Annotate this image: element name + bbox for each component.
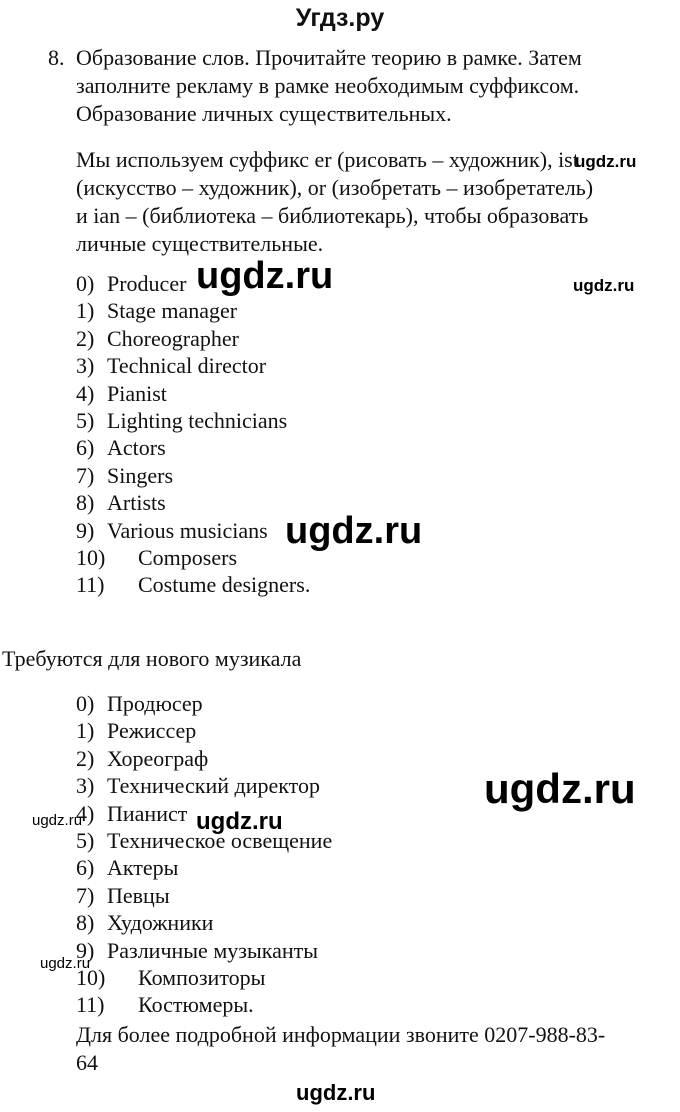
list-item-text: Актеры (107, 855, 179, 881)
list-item-number: 11) (76, 572, 105, 598)
task-line: Образование личных существительных. (76, 101, 452, 126)
list-item-number: 11) (76, 992, 105, 1018)
watermark: ugdz.ru (196, 808, 283, 835)
watermark: ugdz.ru (40, 955, 91, 972)
list-item-number: 10) (76, 544, 106, 570)
watermark: ugdz.ru (285, 510, 423, 552)
list-item-text: Various musicians (107, 517, 268, 543)
list-item-text: Технический директор (107, 773, 320, 799)
list-item-number: 0) (76, 691, 95, 716)
list-item-number: 4) (76, 800, 95, 826)
list-item-text: Различные музыканты (107, 937, 319, 963)
list-item-text: Actors (107, 435, 166, 461)
list-item-number: 8) (76, 910, 95, 936)
watermark: ugdz.ru (484, 765, 636, 812)
theory-line: Мы используем суффикс er (рисовать – художник), ist (76, 147, 579, 172)
list-item-text: Костюмеры. (138, 992, 254, 1018)
list-item-number: 2) (76, 745, 95, 771)
list-item-text: Pianist (107, 380, 167, 406)
list-item-text: Artists (107, 490, 166, 516)
theory-box (76, 146, 593, 258)
list-item-text: Singers (107, 462, 173, 488)
list-item-text: Хореограф (107, 745, 209, 771)
list-item-number: 8) (76, 490, 95, 516)
list-item-number: 10) (76, 964, 106, 990)
theory-line: (искусство – художник), or (изобретать – изобретатель) (76, 175, 594, 200)
contact-line: 64 (76, 1050, 98, 1075)
task-text (76, 44, 582, 128)
list-item-number: 6) (76, 855, 95, 881)
list-item-text: Producer (107, 271, 187, 296)
contact-info (76, 1021, 605, 1077)
contact-line: Для более подробной информации звоните 0207-988-83- (76, 1022, 606, 1047)
list-item-text: Продюсер (107, 691, 203, 716)
list-item-text: Lighting technicians (107, 407, 288, 433)
list-item-number: 7) (76, 462, 95, 488)
task-line: заполните рекламу в рамке необходимым суффиксом. (76, 73, 580, 98)
list-item-text: Composers (138, 544, 237, 570)
list-item-number: 5) (76, 827, 95, 853)
watermark: ugdz.ru (32, 812, 83, 829)
list-item-number: 3) (76, 773, 95, 799)
watermark: ugdz.ru (573, 276, 635, 295)
list-item-number: 1) (76, 298, 95, 324)
list-item-number: 4) (76, 380, 95, 406)
list-item-number: 1) (76, 718, 95, 744)
list-item-number: 9) (76, 937, 95, 963)
list-item-number: 0) (76, 271, 95, 296)
list-item-text: Художники (107, 910, 214, 936)
list-item-text: Техническое освещение (107, 827, 333, 853)
list-item-text: Technical director (107, 353, 267, 379)
site-header: Угдз.ру (295, 4, 385, 32)
task-line: Образование слов. Прочитайте теорию в рамке. Затем (76, 45, 582, 70)
list-item-number: 6) (76, 435, 95, 461)
list-item-number: 9) (76, 517, 95, 543)
list-item-number: 2) (76, 325, 95, 351)
list-item-text: Певцы (107, 882, 170, 908)
watermark: ugdz.ru (575, 152, 637, 171)
task-number: 8. (48, 45, 65, 70)
watermark: ugdz.ru (196, 255, 334, 297)
list-item-number: 7) (76, 882, 95, 908)
theory-line: и ian – (библиотека – библиотекарь), чтобы образовать (76, 203, 589, 228)
list-item-text: Композиторы (138, 964, 266, 990)
list-item-text: Costume designers. (138, 572, 311, 598)
watermark: ugdz.ru (296, 1080, 376, 1105)
russian-title: Требуются для нового музикала (2, 646, 302, 671)
list-item-text: Stage manager (107, 298, 238, 324)
list-item-text: Пианист (107, 800, 188, 826)
list-item-text: Режиссер (107, 718, 197, 744)
list-item-number: 5) (76, 407, 95, 433)
list-item-number: 3) (76, 353, 95, 379)
theory-line: личные существительные. (76, 231, 324, 256)
list-item-text: Choreographer (107, 325, 239, 351)
